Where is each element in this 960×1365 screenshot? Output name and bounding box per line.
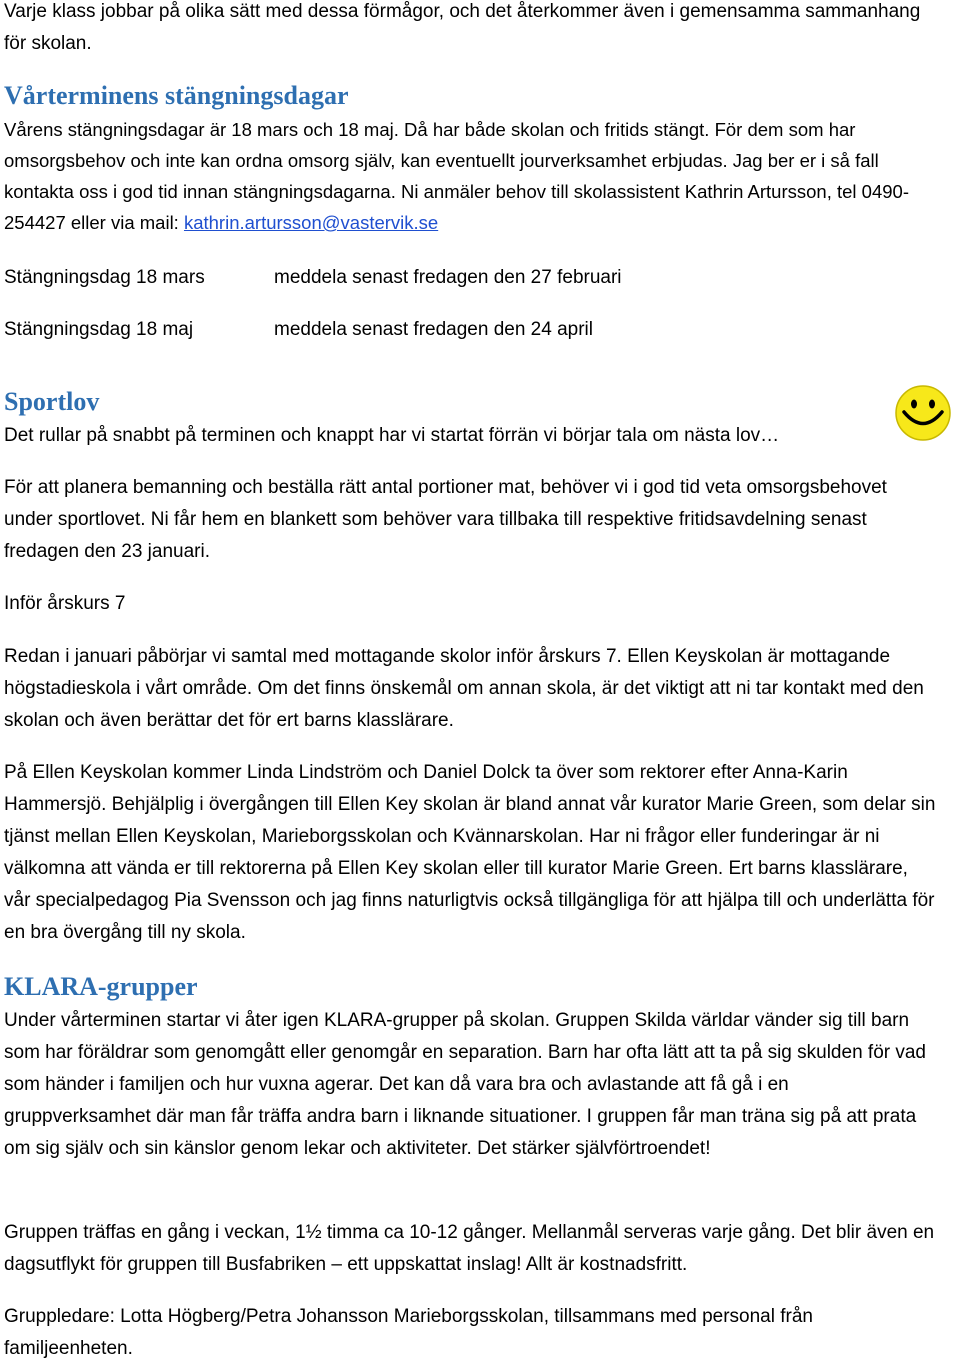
closing-text-2: Jag ber er i så fall kontakta oss i god tid innan stängningsdagarna.	[4, 150, 879, 202]
klara-paragraph-1: Under vårterminen startar vi åter igen KLARA-grupper på skolan. Gruppen Skilda världar vänder sig till barn som har föräldrar som genomgått eller genomgår en separation. Barn har ofta lätt att ta på sig skulden för vad som händer i familjen och hur vuxna agerar. Det kan då vara bra och avlastande att få gå i en gruppverksamhet där man får träffa andra barn i liknande situationer. I gruppen får man träna sig på att prata om sig själv och sin känslor genom lekar och aktiviteter. Det stärker självförtroendet!	[4, 1010, 927, 1159]
klara-heading: KLARA-grupper	[4, 972, 198, 1001]
closing-note: meddela senast fredagen den 27 februari	[274, 267, 622, 288]
smiley-icon	[893, 383, 953, 443]
closing-day: Stängningsdag 18 maj	[4, 319, 194, 340]
sportlov-paragraph-1: Det rullar på snabbt på terminen och knappt har vi startat förrän vi börjar tala om nästa lov…	[4, 425, 780, 446]
email-link[interactable]: kathrin.artursson@vastervik.se	[183, 212, 439, 233]
ak7-paragraph-2: På Ellen Keyskolan kommer Linda Lindström och Daniel Dolck ta över som rektorer efter Anna-Karin Hammersjö. Behjälplig i övergången till Ellen Key skolan är bland annat vår kurator Marie Green, som delar sin tjänst mellan Ellen Keyskolan, Marieborgsskolan och Kvännarskolan. Har ni frågor eller funderingar är ni välkomna att vända er till rektorerna på Ellen Key skolan eller till kurator Marie Green. Ert barns klasslärare, vår specialpedagog Pia Svensson och jag finns naturligtvis också tillgängliga för att hjälpa till och underlätta för en bra övergång till ny skola.	[4, 762, 936, 943]
closing-paragraph	[4, 114, 934, 238]
intro-paragraph: Varje klass jobbar på olika sätt med dessa förmågor, och det återkommer även i gemensamma sammanhang för skolan.	[4, 1, 921, 54]
closing-note: meddela senast fredagen den 24 april	[274, 319, 594, 340]
closing-row	[4, 314, 944, 346]
closing-text: Vårens stängningsdagar är 18 mars och 18 maj. Då har både skolan och fritids stängt. För dem som har omsorgsbehov och inte kan ordna omsorg själv, kan eventuellt jourverksamhet erbjudas.	[4, 119, 856, 171]
klara-paragraph-3: Gruppledare: Lotta Högberg/Petra Johansson Marieborgsskolan, tillsammans med personal från familjeenheten.	[4, 1306, 813, 1359]
klara-paragraph-2: Gruppen träffas en gång i veckan, 1½ timma ca 10-12 gånger. Mellanmål serveras varje gång. Det blir även en dagsutflykt för gruppen till Busfabriken – ett uppskattat inslag! Allt är kostnadsfritt.	[4, 1222, 935, 1275]
ak7-paragraph-1: Redan i januari påbörjar vi samtal med mottagande skolor inför årskurs 7. Ellen Keyskolan är mottagande högstadieskola i vårt område. Om det finns önskemål om annan skola, är det viktigt att ni tar kontakt med den skolan och även berättar det för ert barns klasslärare.	[4, 646, 924, 731]
sportlov-paragraph-2: För att planera bemanning och beställa rätt antal portioner mat, behöver vi i god tid veta omsorgsbehovet under sportlovet. Ni får hem en blankett som behöver vara tillbaka till respektive fritidsavdelning senast fredagen den 23 januari.	[4, 477, 887, 562]
closing-row	[4, 262, 944, 294]
ak7-heading: Inför årskurs 7	[4, 593, 126, 614]
sportlov-heading: Sportlov	[4, 387, 100, 416]
closing-heading: Vårterminens stängningsdagar	[4, 81, 349, 110]
closing-day: Stängningsdag 18 mars	[4, 267, 205, 288]
closing-text-3: Ni anmäler behov till skolassistent Kathrin Artursson, tel 0490-254427 eller via mail:	[4, 181, 909, 233]
